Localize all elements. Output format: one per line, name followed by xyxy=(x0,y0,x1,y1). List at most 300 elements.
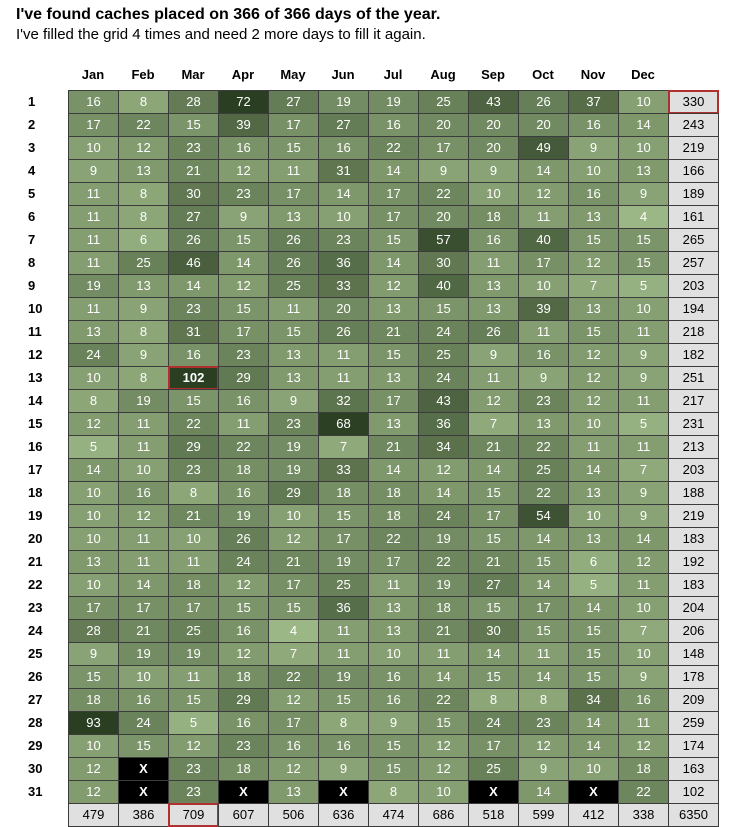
grid-cell: 11 xyxy=(318,366,369,390)
grid-cell: 40 xyxy=(418,274,469,298)
grid-cell: 17 xyxy=(418,136,469,160)
grid-cell: 17 xyxy=(468,734,519,758)
grid-cell: 27 xyxy=(468,573,519,597)
grid-cell: 13 xyxy=(68,320,119,344)
grid-cell: 5 xyxy=(568,573,619,597)
grid-cell: 10 xyxy=(268,504,319,528)
grid-cell: 12 xyxy=(518,734,569,758)
grid-cell: 29 xyxy=(218,688,269,712)
grid-cell: 12 xyxy=(618,550,669,574)
grid-cell: 9 xyxy=(618,343,669,367)
grid-cell: 16 xyxy=(368,113,419,137)
grid-cell: 12 xyxy=(218,642,269,666)
grid-cell: 6 xyxy=(118,228,169,252)
grid-cell: 12 xyxy=(568,366,619,390)
grid-cell: 9 xyxy=(118,343,169,367)
row-total: 178 xyxy=(668,665,719,689)
row-total: 213 xyxy=(668,435,719,459)
grid-cell: 20 xyxy=(468,113,519,137)
column-total: 338 xyxy=(618,803,669,827)
grid-cell: 10 xyxy=(68,504,119,528)
grid-cell: 11 xyxy=(468,366,519,390)
grid-cell: 31 xyxy=(318,159,369,183)
grid-cell: 17 xyxy=(268,113,319,137)
day-label: 3 xyxy=(28,140,36,155)
grid-cell: 16 xyxy=(218,136,269,160)
grid-cell: 15 xyxy=(168,113,219,137)
grid-cell: 13 xyxy=(468,297,519,321)
grid-cell: 15 xyxy=(118,734,169,758)
missing-day-cell: X xyxy=(118,757,169,781)
grid-cell: 17 xyxy=(118,596,169,620)
grid-cell: 19 xyxy=(318,550,369,574)
grid-cell: 68 xyxy=(318,412,369,436)
grid-cell: 15 xyxy=(468,481,519,505)
column-total: 636 xyxy=(318,803,369,827)
grid-cell: 32 xyxy=(318,389,369,413)
missing-day-cell: X xyxy=(568,780,619,804)
grid-cell: 11 xyxy=(518,205,569,229)
grid-cell: 10 xyxy=(118,458,169,482)
grid-cell: 20 xyxy=(418,113,469,137)
grid-cell: 22 xyxy=(368,136,419,160)
grid-cell: 22 xyxy=(618,780,669,804)
grid-cell: 11 xyxy=(118,435,169,459)
grid-cell: 14 xyxy=(518,527,569,551)
grid-cell: 13 xyxy=(268,366,319,390)
grid-cell: 12 xyxy=(518,182,569,206)
grid-cell: 17 xyxy=(68,113,119,137)
grid-cell: 12 xyxy=(418,458,469,482)
grid-cell: 14 xyxy=(68,458,119,482)
row-total: 148 xyxy=(668,642,719,666)
grid-cell: 10 xyxy=(318,205,369,229)
row-total: 219 xyxy=(668,504,719,528)
grid-cell: 22 xyxy=(218,435,269,459)
grid-cell: 13 xyxy=(518,412,569,436)
grid-cell: 24 xyxy=(418,320,469,344)
grid-cell: 17 xyxy=(518,596,569,620)
grid-cell: 14 xyxy=(418,481,469,505)
grid-cell: 16 xyxy=(568,182,619,206)
grid-cell: 24 xyxy=(118,711,169,735)
grid-cell: 20 xyxy=(518,113,569,137)
grid-cell: 26 xyxy=(218,527,269,551)
day-label: 27 xyxy=(28,692,43,707)
row-total: 188 xyxy=(668,481,719,505)
day-label: 5 xyxy=(28,186,36,201)
grid-cell: 18 xyxy=(618,757,669,781)
month-header: Jul xyxy=(383,67,403,82)
grid-cell: 11 xyxy=(118,550,169,574)
grid-cell: 12 xyxy=(218,573,269,597)
day-label: 16 xyxy=(28,439,43,454)
row-total: 194 xyxy=(668,297,719,321)
grid-cell: 12 xyxy=(618,734,669,758)
grid-cell: 11 xyxy=(318,619,369,643)
grid-cell: 8 xyxy=(368,780,419,804)
grid-cell: 15 xyxy=(218,596,269,620)
grid-cell: 10 xyxy=(468,182,519,206)
grid-cell: 15 xyxy=(68,665,119,689)
grid-cell: 14 xyxy=(468,458,519,482)
grid-cell: 15 xyxy=(418,297,469,321)
month-header: Nov xyxy=(580,67,606,82)
grid-cell: 14 xyxy=(518,780,569,804)
grid-cell: 26 xyxy=(318,320,369,344)
grid-cell: 25 xyxy=(268,274,319,298)
grid-cell: 9 xyxy=(468,343,519,367)
header-title: I've found caches placed on 366 of 366 days of the year. xyxy=(16,6,441,23)
grid-cell: 39 xyxy=(218,113,269,137)
grid-cell: 17 xyxy=(218,320,269,344)
grid-cell: 11 xyxy=(118,527,169,551)
grid-cell: 39 xyxy=(518,297,569,321)
grid-cell: 19 xyxy=(318,90,369,114)
day-label: 24 xyxy=(28,623,43,638)
grid-cell: 18 xyxy=(418,596,469,620)
grid-cell: 17 xyxy=(68,596,119,620)
grid-cell: 11 xyxy=(68,205,119,229)
missing-day-cell: X xyxy=(318,780,369,804)
grid-cell: 11 xyxy=(218,412,269,436)
month-header: Jun xyxy=(331,67,355,82)
day-label: 31 xyxy=(28,784,43,799)
row-total: 166 xyxy=(668,159,719,183)
grid-cell: 23 xyxy=(168,757,219,781)
grid-cell: 23 xyxy=(168,780,219,804)
grid-cell: 7 xyxy=(268,642,319,666)
day-label: 26 xyxy=(28,669,43,684)
grid-cell: 18 xyxy=(168,573,219,597)
grid-cell: 21 xyxy=(368,320,419,344)
grid-cell: 31 xyxy=(168,320,219,344)
grid-cell: 19 xyxy=(68,274,119,298)
grid-cell: 16 xyxy=(318,136,369,160)
grid-cell: 12 xyxy=(418,734,469,758)
column-total: 412 xyxy=(568,803,619,827)
grid-cell: 14 xyxy=(518,159,569,183)
grid-cell: 28 xyxy=(168,90,219,114)
grid-cell: 12 xyxy=(568,343,619,367)
grid-cell: 15 xyxy=(168,688,219,712)
grid-cell: 9 xyxy=(68,642,119,666)
grid-cell: 36 xyxy=(318,596,369,620)
column-total: 386 xyxy=(118,803,169,827)
day-label: 13 xyxy=(28,370,43,385)
grand-total: 6350 xyxy=(668,803,719,827)
grid-cell: 9 xyxy=(618,481,669,505)
grid-cell: 14 xyxy=(568,596,619,620)
grid-cell: 11 xyxy=(268,297,319,321)
header-subtitle: I've filled the grid 4 times and need 2 more days to fill it again. xyxy=(16,26,426,43)
day-label: 2 xyxy=(28,117,36,132)
grid-cell: 9 xyxy=(618,504,669,528)
grid-cell: 22 xyxy=(368,527,419,551)
grid-cell: 9 xyxy=(268,389,319,413)
grid-cell: 9 xyxy=(568,136,619,160)
month-header: Mar xyxy=(181,67,205,82)
grid-cell: 11 xyxy=(368,573,419,597)
grid-cell: 21 xyxy=(118,619,169,643)
grid-cell: 20 xyxy=(318,297,369,321)
grid-cell: 21 xyxy=(368,435,419,459)
grid-cell: 8 xyxy=(168,481,219,505)
grid-cell: 10 xyxy=(568,159,619,183)
grid-cell: 15 xyxy=(218,297,269,321)
grid-cell: 25 xyxy=(118,251,169,275)
grid-cell: 10 xyxy=(68,527,119,551)
grid-cell: 11 xyxy=(168,550,219,574)
grid-cell: 5 xyxy=(618,274,669,298)
grid-cell: 12 xyxy=(268,527,319,551)
grid-cell: 21 xyxy=(168,504,219,528)
grid-cell: 19 xyxy=(268,435,319,459)
month-header: Oct xyxy=(532,67,554,82)
grid-cell: 16 xyxy=(568,113,619,137)
grid-cell: 14 xyxy=(418,665,469,689)
grid-cell: 14 xyxy=(368,159,419,183)
grid-cell: 27 xyxy=(318,113,369,137)
grid-cell: 11 xyxy=(618,435,669,459)
grid-cell: 17 xyxy=(368,550,419,574)
max-column-total: 709 xyxy=(168,803,219,827)
grid-cell: 15 xyxy=(318,688,369,712)
grid-cell: 15 xyxy=(618,251,669,275)
max-day-cell: 102 xyxy=(168,366,219,390)
grid-cell: 21 xyxy=(468,435,519,459)
grid-cell: 12 xyxy=(68,780,119,804)
row-total: 209 xyxy=(668,688,719,712)
grid-cell: 16 xyxy=(118,688,169,712)
grid-cell: 15 xyxy=(368,757,419,781)
grid-cell: 16 xyxy=(268,734,319,758)
day-label: 18 xyxy=(28,485,43,500)
grid-cell: 9 xyxy=(418,159,469,183)
grid-cell: 7 xyxy=(618,619,669,643)
grid-cell: 23 xyxy=(168,297,219,321)
day-label: 23 xyxy=(28,600,43,615)
grid-cell: 26 xyxy=(268,251,319,275)
grid-cell: 12 xyxy=(218,274,269,298)
grid-cell: 11 xyxy=(618,573,669,597)
grid-cell: 13 xyxy=(68,550,119,574)
grid-cell: 18 xyxy=(218,458,269,482)
grid-cell: 15 xyxy=(368,228,419,252)
grid-cell: 27 xyxy=(168,205,219,229)
grid-cell: 23 xyxy=(218,182,269,206)
grid-cell: 14 xyxy=(318,182,369,206)
grid-cell: 13 xyxy=(568,527,619,551)
row-total: 218 xyxy=(668,320,719,344)
row-total: 251 xyxy=(668,366,719,390)
grid-cell: 9 xyxy=(68,159,119,183)
month-header: Aug xyxy=(430,67,456,82)
grid-cell: 15 xyxy=(268,320,319,344)
grid-cell: 15 xyxy=(568,665,619,689)
grid-cell: 13 xyxy=(568,297,619,321)
grid-cell: 14 xyxy=(468,642,519,666)
grid-cell: 14 xyxy=(518,573,569,597)
day-label: 8 xyxy=(28,255,36,270)
grid-cell: 16 xyxy=(218,389,269,413)
grid-cell: 33 xyxy=(318,274,369,298)
grid-cell: 11 xyxy=(618,389,669,413)
row-total: 161 xyxy=(668,205,719,229)
grid-cell: 10 xyxy=(118,665,169,689)
grid-cell: 17 xyxy=(368,182,419,206)
grid-cell: 11 xyxy=(68,228,119,252)
grid-cell: 36 xyxy=(318,251,369,275)
grid-cell: 9 xyxy=(318,757,369,781)
grid-cell: 13 xyxy=(468,274,519,298)
grid-cell: 15 xyxy=(568,228,619,252)
grid-cell: 19 xyxy=(168,642,219,666)
grid-cell: 29 xyxy=(168,435,219,459)
day-label: 20 xyxy=(28,531,43,546)
grid-cell: 21 xyxy=(468,550,519,574)
grid-cell: 8 xyxy=(68,389,119,413)
grid-cell: 17 xyxy=(368,389,419,413)
month-header: Dec xyxy=(631,67,655,82)
grid-cell: 46 xyxy=(168,251,219,275)
grid-cell: 23 xyxy=(268,412,319,436)
grid-cell: 23 xyxy=(318,228,369,252)
grid-cell: 17 xyxy=(468,504,519,528)
grid-cell: 27 xyxy=(268,90,319,114)
day-label: 15 xyxy=(28,416,43,431)
grid-cell: 12 xyxy=(368,274,419,298)
grid-cell: 20 xyxy=(468,136,519,160)
grid-cell: 25 xyxy=(168,619,219,643)
month-header: Apr xyxy=(231,67,255,82)
grid-cell: 14 xyxy=(518,665,569,689)
grid-cell: 15 xyxy=(368,734,419,758)
grid-cell: 16 xyxy=(168,343,219,367)
grid-cell: 10 xyxy=(68,481,119,505)
row-total: 265 xyxy=(668,228,719,252)
grid-cell: 25 xyxy=(518,458,569,482)
grid-cell: 9 xyxy=(218,205,269,229)
grid-cell: 34 xyxy=(418,435,469,459)
grid-cell: 15 xyxy=(268,136,319,160)
grid-cell: 22 xyxy=(518,435,569,459)
grid-cell: 15 xyxy=(618,228,669,252)
grid-cell: 22 xyxy=(418,688,469,712)
grid-cell: 16 xyxy=(368,688,419,712)
day-label: 29 xyxy=(28,738,43,753)
grid-cell: 19 xyxy=(118,642,169,666)
row-total: 183 xyxy=(668,527,719,551)
grid-cell: 16 xyxy=(518,343,569,367)
grid-cell: 15 xyxy=(368,343,419,367)
grid-cell: 10 xyxy=(68,366,119,390)
grid-cell: 5 xyxy=(168,711,219,735)
day-label: 10 xyxy=(28,301,43,316)
grid-cell: 11 xyxy=(318,642,369,666)
grid-cell: 10 xyxy=(168,527,219,551)
column-total: 686 xyxy=(418,803,469,827)
grid-cell: 13 xyxy=(368,596,419,620)
grid-cell: 30 xyxy=(168,182,219,206)
grid-cell: 26 xyxy=(518,90,569,114)
grid-cell: 23 xyxy=(168,136,219,160)
day-label: 11 xyxy=(28,324,42,339)
grid-cell: 25 xyxy=(418,90,469,114)
grid-cell: 15 xyxy=(568,642,619,666)
grid-cell: 9 xyxy=(618,366,669,390)
grid-cell: 24 xyxy=(218,550,269,574)
grid-cell: 93 xyxy=(68,711,119,735)
column-total: 607 xyxy=(218,803,269,827)
grid-cell: 54 xyxy=(518,504,569,528)
column-total: 506 xyxy=(268,803,319,827)
grid-cell: 25 xyxy=(418,343,469,367)
grid-cell: 10 xyxy=(568,504,619,528)
grid-cell: 23 xyxy=(218,734,269,758)
grid-cell: 19 xyxy=(418,573,469,597)
row-total: 192 xyxy=(668,550,719,574)
grid-cell: 11 xyxy=(68,297,119,321)
grid-cell: 14 xyxy=(168,274,219,298)
grid-cell: 49 xyxy=(518,136,569,160)
day-label: 21 xyxy=(28,554,43,569)
grid-cell: 10 xyxy=(618,642,669,666)
grid-cell: 21 xyxy=(168,159,219,183)
grid-cell: 14 xyxy=(568,711,619,735)
day-label: 30 xyxy=(28,761,43,776)
grid-cell: 13 xyxy=(118,274,169,298)
grid-cell: 11 xyxy=(468,251,519,275)
grid-cell: 15 xyxy=(518,550,569,574)
grid-cell: 18 xyxy=(218,757,269,781)
row-total: 231 xyxy=(668,412,719,436)
grid-cell: 20 xyxy=(418,205,469,229)
grid-cell: 5 xyxy=(618,412,669,436)
grid-cell: 11 xyxy=(118,412,169,436)
grid-cell: 10 xyxy=(568,757,619,781)
row-total: 206 xyxy=(668,619,719,643)
grid-cell: 11 xyxy=(268,159,319,183)
grid-cell: 24 xyxy=(68,343,119,367)
grid-cell: 9 xyxy=(118,297,169,321)
grid-cell: 30 xyxy=(468,619,519,643)
grid-cell: 23 xyxy=(518,711,569,735)
grid-cell: 13 xyxy=(368,366,419,390)
grid-cell: 19 xyxy=(118,389,169,413)
grid-cell: 8 xyxy=(518,688,569,712)
grid-cell: 19 xyxy=(268,458,319,482)
grid-cell: 12 xyxy=(68,757,119,781)
grid-cell: 14 xyxy=(568,734,619,758)
grid-cell: 9 xyxy=(518,757,569,781)
grid-cell: 19 xyxy=(418,527,469,551)
grid-cell: 57 xyxy=(418,228,469,252)
grid-cell: 15 xyxy=(318,504,369,528)
grid-cell: 9 xyxy=(468,159,519,183)
grid-cell: 24 xyxy=(418,366,469,390)
grid-cell: 14 xyxy=(218,251,269,275)
missing-day-cell: X xyxy=(218,780,269,804)
grid-cell: 10 xyxy=(618,136,669,160)
grid-cell: 22 xyxy=(418,182,469,206)
grid-cell: 15 xyxy=(468,665,519,689)
grid-cell: 13 xyxy=(268,205,319,229)
grid-cell: 9 xyxy=(368,711,419,735)
grid-cell: 9 xyxy=(618,182,669,206)
grid-cell: 10 xyxy=(568,412,619,436)
grid-cell: 9 xyxy=(518,366,569,390)
